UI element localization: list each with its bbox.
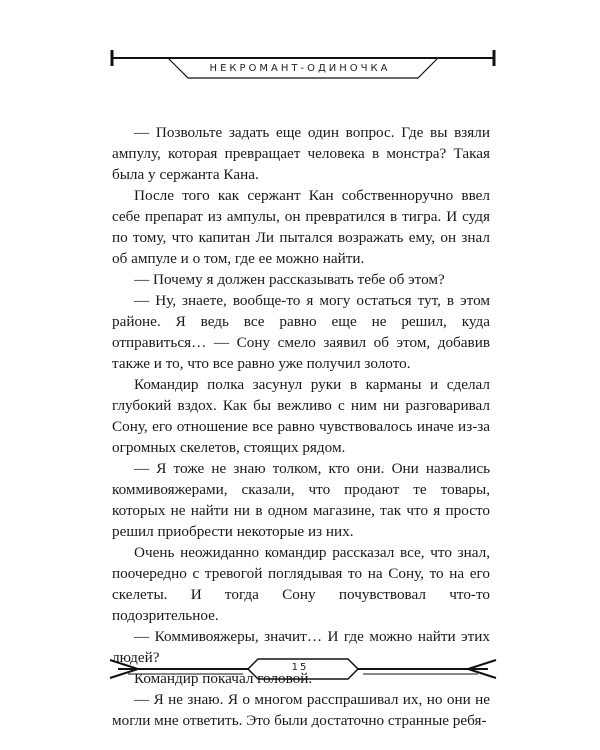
paragraph: — Коммивояжеры, значит… И где можно найти этих людей? — [112, 628, 490, 666]
running-title: НЕКРОМАНТ-ОДИНОЧКА — [209, 63, 391, 74]
page-number: 15 — [291, 662, 309, 673]
paragraph: — Позвольте задать еще один вопрос. Где вы взяли ампулу, которая превращает человека в монстра? Такая была у сержанта Кана. — [112, 124, 490, 183]
paragraph: После того как сержант Кан собственноручно ввел себе препарат из ампулы, он превратился в тигра. И судя по тому, что капитан Ли пытался возражать ему, он знал об ампуле и о том, где ее можно найти. — [112, 187, 490, 267]
paragraph: — Я не знаю. Я о многом расспрашивал их, но они не могли мне ответить. Это были достаточно странные ребя- — [112, 691, 490, 729]
paragraph: Очень неожиданно командир рассказал все, что знал, поочередно с тревогой поглядывая то на Сону, то на его скелеты. И тогда Сону почувствовал что-то подозрительное. — [112, 544, 490, 624]
paragraph: Командир покачал головой. — [134, 670, 313, 687]
paragraph: — Почему я должен рассказывать тебе об этом? — [134, 271, 445, 288]
paragraph: — Ну, знаете, вообще-то я могу остаться тут, в этом районе. Я ведь все равно еще не решил, куда отправиться… — Сону смело заявил об этом, добавив также и то, что все равно уже получил золото. — [112, 292, 490, 372]
paragraph: — Я тоже не знаю толком, кто они. Они назвались коммивояжерами, сказали, что продают те товары, которых не найти ни в одном магазине, так что я просто решил приобрести некоторые из них. — [112, 460, 490, 540]
body-text — [112, 122, 490, 731]
paragraph: Командир полка засунул руки в карманы и сделал глубокий вздох. Как бы вежливо с ним ни разговаривал Сону, его отношение все равно чувствовалось иначе из-за огромных скелетов, стоящих рядом. — [112, 376, 490, 456]
